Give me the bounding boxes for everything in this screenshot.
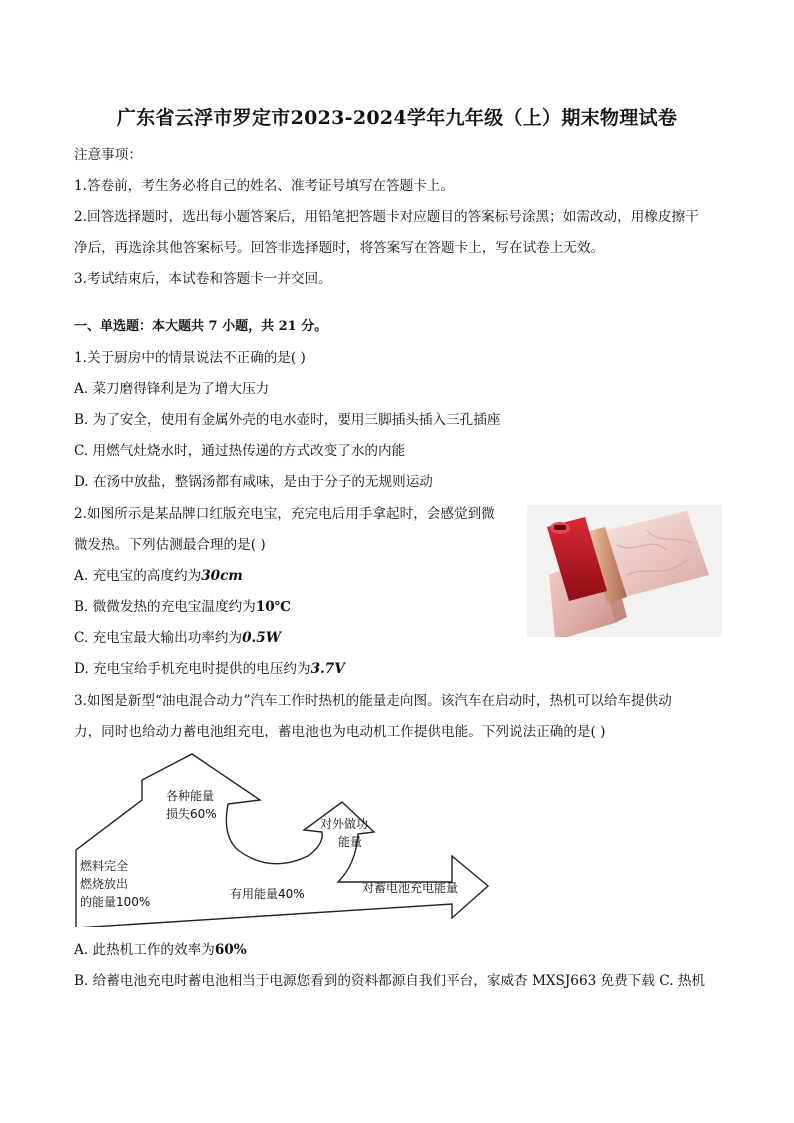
question-1-stem: 1.关于厨房中的情景说法不正确的是( ) [74, 350, 306, 366]
diagram-label-loss: 各种能量 [166, 789, 215, 803]
notice-item: 净后，再选涂其他答案标号。回答非选择题时，将答案写在答题卡上，写在试卷上无效。 [74, 240, 605, 256]
question-2-option-a: A. 充电宝的高度约为30cm [74, 568, 243, 584]
notice-item: 3.考试结束后，本试卷和答题卡一并交回。 [74, 271, 332, 287]
lipstick-power-bank-photo [527, 505, 722, 637]
notice-item: 1.答卷前，考生务必将自己的姓名、准考证号填写在答题卡上。 [74, 178, 454, 194]
question-2-option-b: B. 微微发热的充电宝温度约为10℃ [74, 599, 291, 615]
lipstick-power-bank-illustration [527, 505, 722, 637]
option-value: 30cm [201, 568, 243, 584]
option-value: 60% [214, 942, 247, 958]
question-3-stem: 力，同时也给动力蓄电池组充电，蓄电池也为电动机工作提供电能。下列说法正确的是( ) [74, 724, 606, 740]
exam-title: 广东省云浮市罗定市2023-2024学年九年级（上）期末物理试卷 [116, 107, 678, 129]
energy-flow-diagram [72, 752, 492, 927]
question-1-option-a: A. 菜刀磨得锋利是为了增大压力 [74, 381, 270, 397]
question-2-stem: 2.如图所示是某品牌口红版充电宝，充完电后用手拿起时，会感觉到微 [74, 506, 495, 522]
question-1-option-d: D. 在汤中放盐，整锅汤都有咸味，是由于分子的无规则运动 [74, 474, 433, 490]
question-2-stem: 微发热。下列估测最合理的是( ) [74, 537, 266, 553]
option-value: 3.7V [310, 661, 345, 677]
diagram-label-input: 燃料完全 [80, 859, 129, 873]
question-3-option-a: A. 此热机工作的效率为60% [74, 942, 247, 958]
diagram-label-work: 对外做功 [320, 817, 369, 831]
notice-heading: 注意事项： [74, 147, 142, 163]
option-value: 0.5W [242, 630, 282, 646]
section-heading: 一、单选题：本大题共 7 小题，共 21 分。 [74, 319, 328, 334]
diagram-label-loss: 损失60% [166, 807, 217, 821]
question-1-option-c: C. 用燃气灶烧水时，通过热传递的方式改变了水的内能 [74, 443, 406, 459]
question-3-stem: 3.如图是新型“油电混合动力”汽车工作时热机的能量走向图。该汽车在启动时，热机可以给车提供动 [74, 693, 672, 709]
question-2-option-d: D. 充电宝给手机充电时提供的电压约为3.7V [74, 661, 345, 677]
notice-item: 2.回答选择题时，选出每小题答案后，用铅笔把答题卡对应题目的答案标号涂黑；如需改动，用橡皮擦干 [74, 209, 699, 225]
diagram-label-battery: 对蓄电池充电能量 [362, 881, 459, 895]
question-1-option-b: B. 为了安全，使用有金属外壳的电水壶时，要用三脚插头插入三孔插座 [74, 412, 501, 428]
diagram-label-input: 的能量100% [80, 895, 151, 909]
diagram-label-input: 燃烧放出 [80, 877, 129, 891]
diagram-label-useful: 有用能量40% [230, 887, 305, 901]
diagram-label-work: 能量 [338, 835, 363, 849]
question-3-option-b: B. 给蓄电池充电时蓄电池相当于电源您看到的资料都源自我们平台，家威杏 MXSJ663 免费下载 C. 热机 [74, 973, 706, 989]
option-value: 10℃ [255, 599, 291, 615]
question-2-option-c: C. 充电宝最大输出功率约为0.5W [74, 630, 282, 646]
